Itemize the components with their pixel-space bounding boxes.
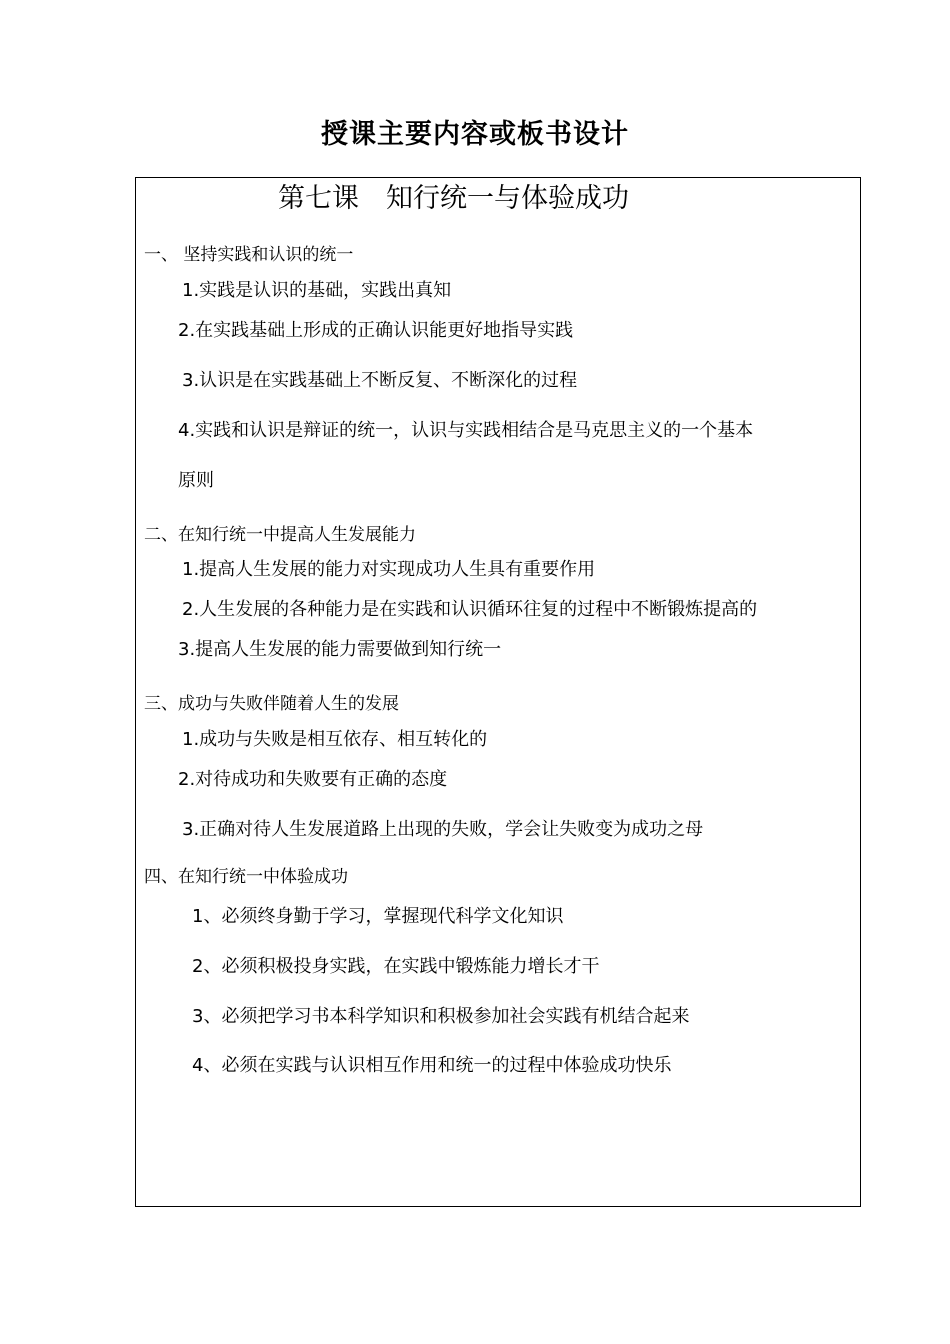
list-item: 2.人生发展的各种能力是在实践和认识循环往复的过程中不断锻炼提高的 xyxy=(182,599,758,620)
list-item: 4.实践和认识是辩证的统一，认识与实践相结合是马克思主义的一个基本 xyxy=(178,420,754,441)
list-item: 3.正确对待人生发展道路上出现的失败，学会让失败变为成功之母 xyxy=(182,819,704,840)
list-item: 3.认识是在实践基础上不断反复、不断深化的过程 xyxy=(182,370,578,391)
lesson-title: 第七课 知行统一与体验成功 xyxy=(278,183,629,214)
list-item: 1.实践是认识的基础，实践出真知 xyxy=(182,280,452,301)
list-item: 原则 xyxy=(178,470,214,491)
list-item: 4、必须在实践与认识相互作用和统一的过程中体验成功快乐 xyxy=(192,1055,672,1076)
list-item: 1、必须终身勤于学习，掌握现代科学文化知识 xyxy=(192,906,564,927)
list-item: 3、必须把学习书本科学知识和积极参加社会实践有机结合起来 xyxy=(192,1006,690,1027)
section-heading-4: 四、在知行统一中体验成功 xyxy=(144,867,348,887)
list-item: 2.对待成功和失败要有正确的态度 xyxy=(178,769,448,790)
section-heading-3: 三、成功与失败伴随着人生的发展 xyxy=(144,694,399,714)
list-item: 2.在实践基础上形成的正确认识能更好地指导实践 xyxy=(178,320,574,341)
list-item: 1.提高人生发展的能力对实现成功人生具有重要作用 xyxy=(182,559,596,580)
page-title: 授课主要内容或板书设计 xyxy=(321,119,629,150)
section-heading-2: 二、在知行统一中提高人生发展能力 xyxy=(144,525,416,545)
section-heading-1: 一、 坚持实践和认识的统一 xyxy=(144,245,354,265)
list-item: 3.提高人生发展的能力需要做到知行统一 xyxy=(178,639,502,660)
list-item: 2、必须积极投身实践，在实践中锻炼能力增长才干 xyxy=(192,956,600,977)
list-item: 1.成功与失败是相互依存、相互转化的 xyxy=(182,729,488,750)
